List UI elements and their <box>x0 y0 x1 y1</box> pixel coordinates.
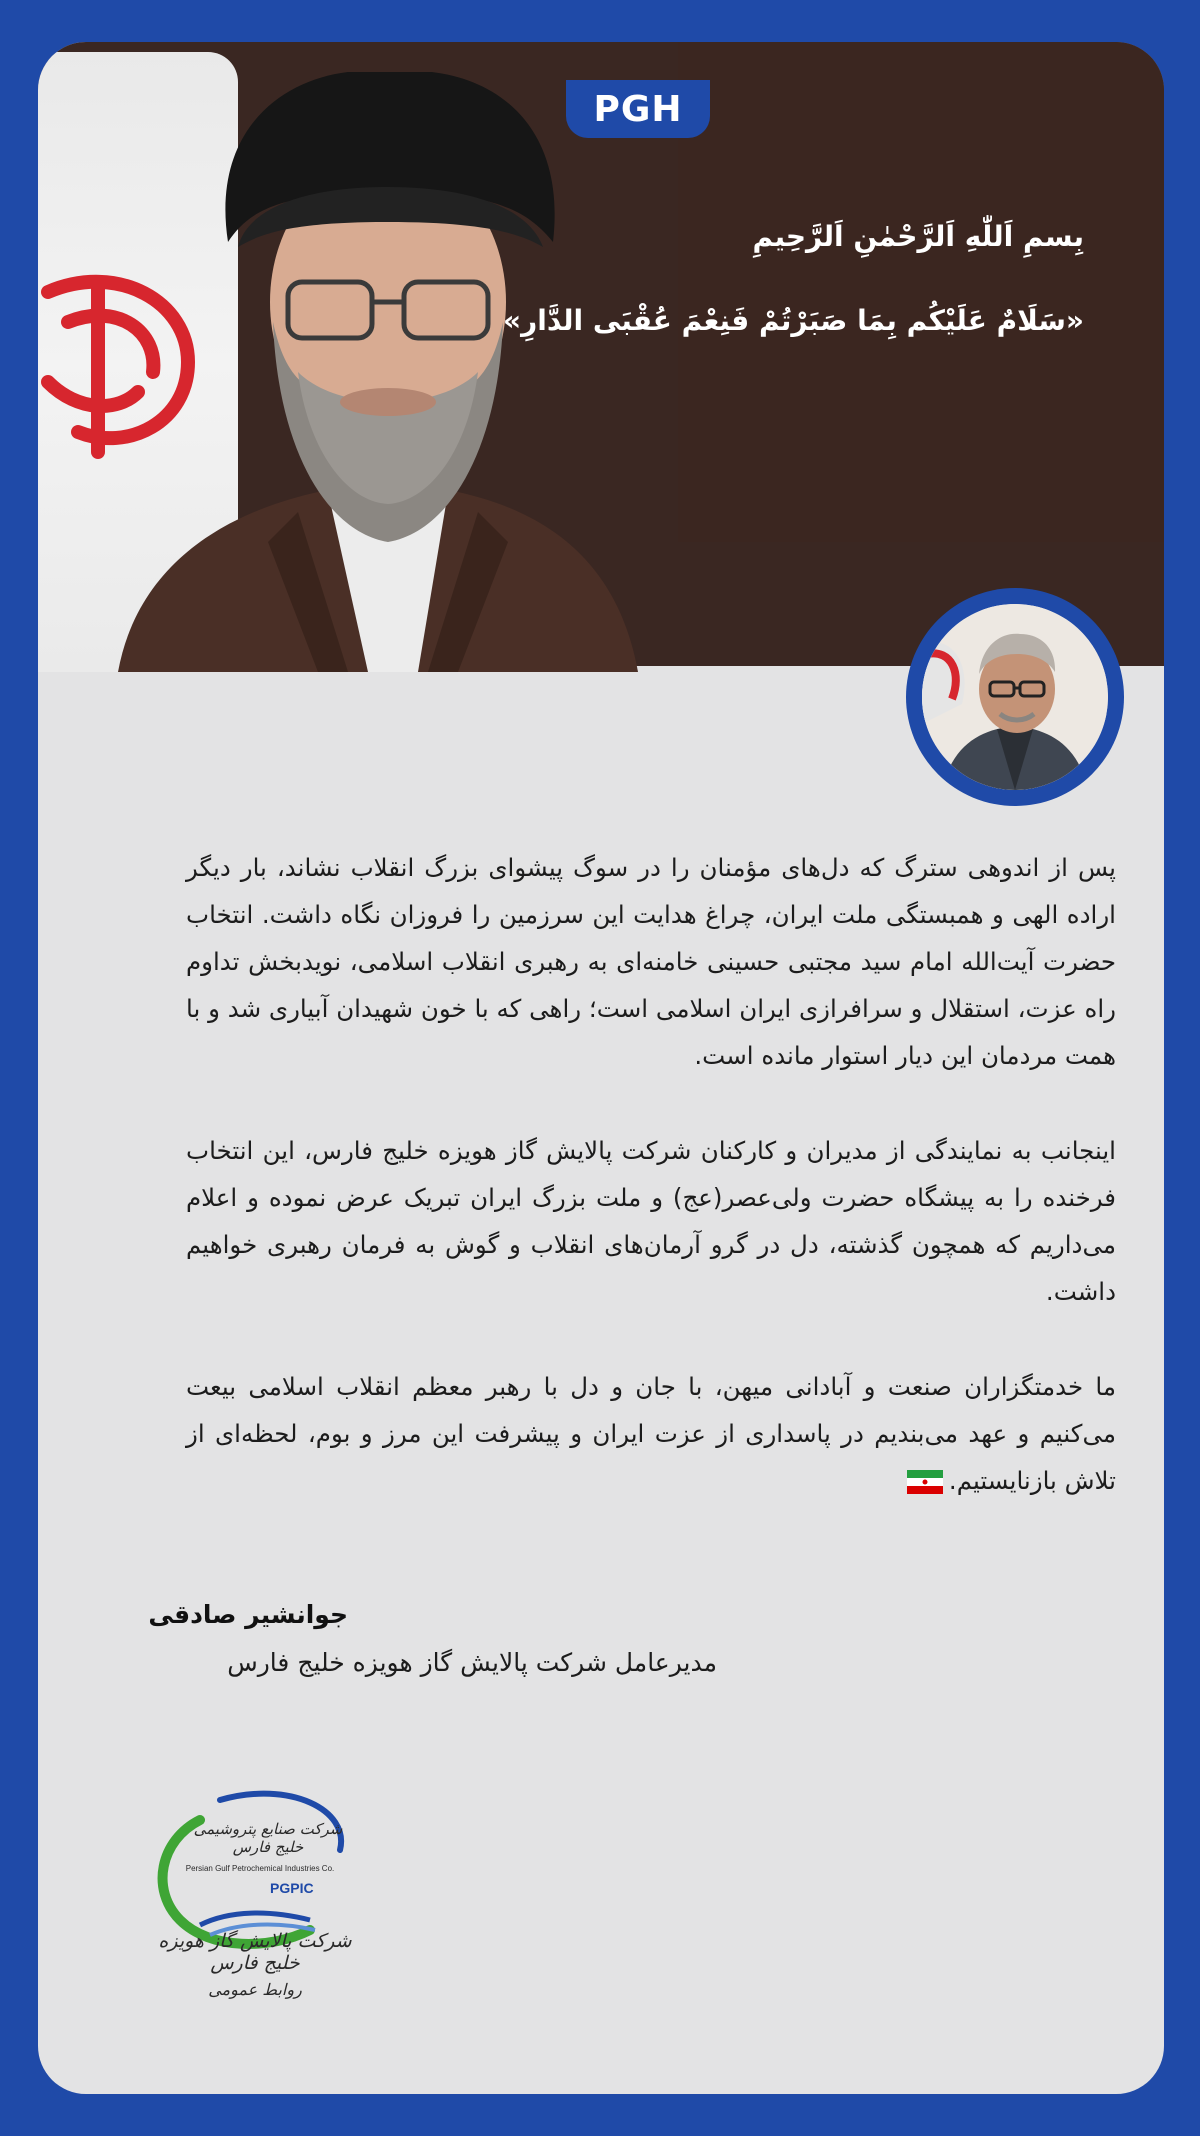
quran-verse: «سَلَامٌ عَلَیْکُم بِمَا صَبَرْتُمْ فَنِعْمَ عُقْبَی الدَّارِ» <box>503 304 1084 337</box>
logo-english-name: Persian Gulf Petrochemical Industries Co. <box>185 1864 335 1873</box>
company-logo <box>140 1780 370 1999</box>
iran-flag-icon <box>907 1470 943 1494</box>
bismillah-text: بِسمِ اَللّٰهِ اَلرَّحْمٰنِ اَلرَّحِیمِ <box>752 220 1084 253</box>
signature-title: مدیرعامل شرکت پالایش گاز هویزه خلیج فارس <box>227 1648 717 1677</box>
signature-name: جوانشیر صادقی <box>148 1600 348 1629</box>
letter-paragraph-text: اینجانب به نمایندگی از مدیران و کارکنان شرکت پالایش گاز هویزه خلیج فارس، این انتخاب فرخنده را به پیشگاه حضرت ولی‌عصر(عج) و ملت بزرگ ایران تبریک عرض نموده و اعلام می‌داریم که همچون گذشته، دل در گرو آرمان‌های انقلاب و گوش به فرمان رهبری خواهیم داشت. <box>186 1136 1116 1306</box>
letter-paragraph-text: ما خدمتگزاران صنعت و آبادانی میهن، با جان و دل با رهبر معظم انقلاب اسلامی بیعت می‌کنیم و عهد می‌بندیم در پاسداری از عزت ایران و پیشرفت این مرز و بوم، لحظه‌ای از تلاش بازنایستیم. <box>186 1372 1116 1495</box>
pgh-badge: PGH <box>566 80 710 138</box>
letter-paragraph: پس از اندوهی سترگ که دل‌های مؤمنان را در سوگ پیشوای بزرگ انقلاب نشاند، بار دیگر اراده الهی و همبستگی ملت ایران، چراغ هدایت این سرزمین را فروزان نگاه داشت. انتخاب حضرت آیت‌الله امام سید مجتبی حسینی خامنه‌ای به رهبری انقلاب اسلامی، نویدبخش تداوم راه عزت، استقلال و سرافرازی ایران اسلامی است؛ راهی که با خون شهیدان آبیاری شد و با همت مردمان این دیار استوار مانده است. <box>186 853 1116 1070</box>
letter-paragraph <box>186 1363 1116 1504</box>
logo-abbr: PGPIC <box>270 1880 314 1896</box>
letter-body <box>186 844 1116 1552</box>
logo-company-name: شرکت پالایش گاز هویزه خلیج فارس <box>158 1930 352 1974</box>
logo-arabic-name: شرکت صنایع پتروشیمی خلیج فارس <box>193 1820 343 1856</box>
author-avatar <box>922 604 1108 790</box>
leader-portrait <box>98 72 658 672</box>
hero-banner <box>38 42 1164 666</box>
hero-text-panel <box>678 42 1164 542</box>
logo-department: روابط عمومی <box>208 1980 302 1999</box>
letter-paragraph <box>186 1127 1116 1315</box>
